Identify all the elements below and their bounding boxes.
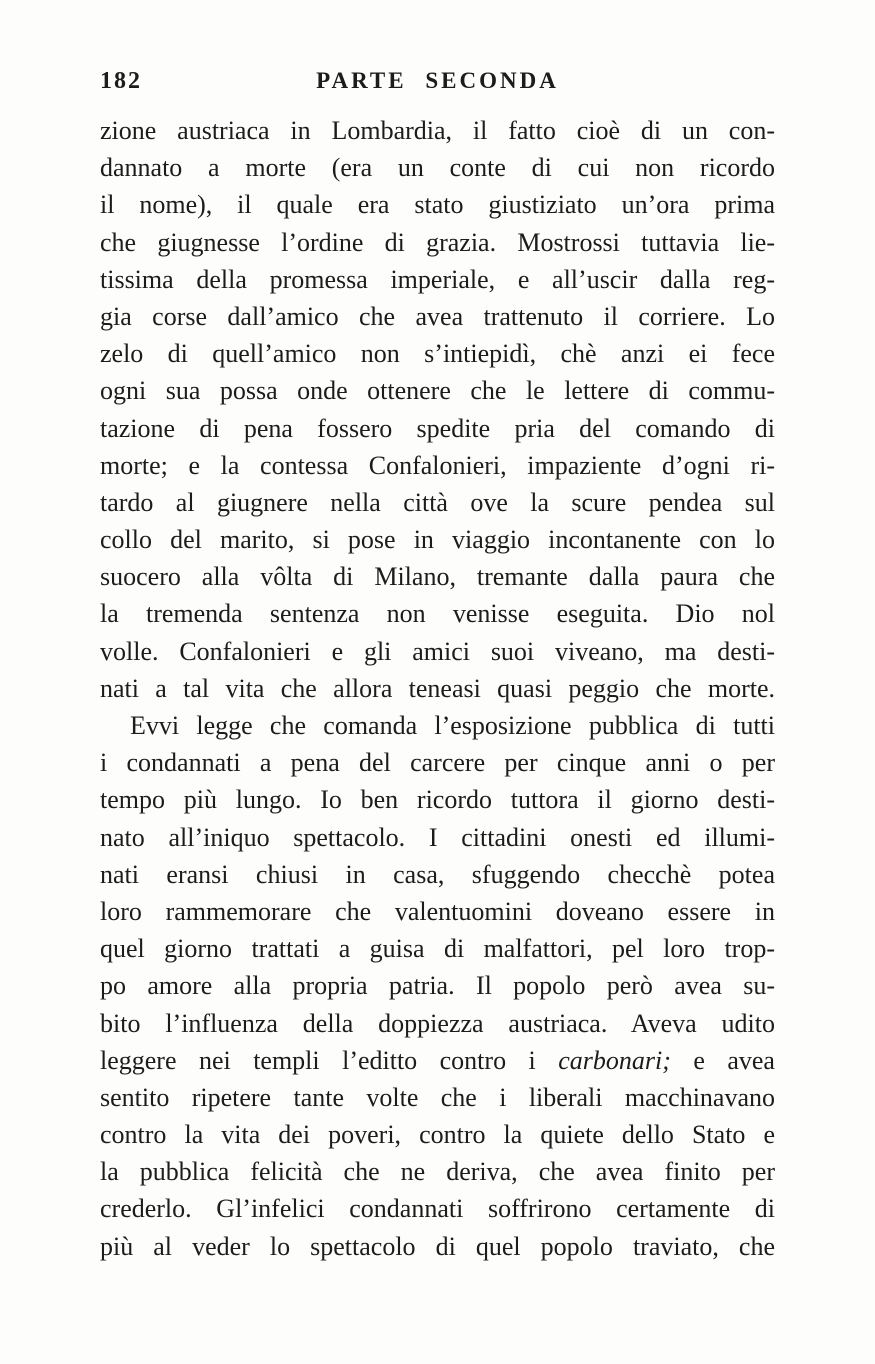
- text-line: nato all’iniquo spettacolo. I cittadini onesti ed illumi-: [100, 822, 775, 852]
- text-line: zelo di quell’amico non s’intiepidì, chè anzi ei fece: [100, 339, 775, 369]
- text-line: più al veder lo spettacolo di quel popolo traviato, che: [100, 1231, 775, 1261]
- text-line: bito l’influenza della doppiezza austriaca. Aveva udito: [100, 1008, 775, 1038]
- text-line: Evvi legge che comanda l’esposizione pubblica di tutti: [130, 711, 775, 740]
- text-line: tissima della promessa imperiale, e all’uscir dalla reg-: [100, 264, 775, 294]
- text-line: po amore alla propria patria. Il popolo però avea su-: [100, 971, 775, 1001]
- text-line: volle. Confalonieri e gli amici suoi viveano, ma desti-: [100, 636, 775, 666]
- text-line: nati eransi chiusi in casa, sfuggendo checchè potea: [100, 859, 775, 889]
- page-header: [100, 68, 775, 102]
- text-line: i condannati a pena del carcere per cinque anni o per: [100, 748, 775, 778]
- text-line: leggere nei templi l’editto contro i carbonari; e avea: [100, 1045, 775, 1075]
- text-line: crederlo. Gl’infelici condannati soffrirono certamente di: [100, 1194, 775, 1224]
- text-line: tardo al giugnere nella città ove la scure pendea sul: [100, 487, 775, 517]
- text-line: morte; e la contessa Confalonieri, impaziente d’ogni ri-: [100, 450, 775, 480]
- text-line: collo del marito, si pose in viaggio incontanente con lo: [100, 525, 775, 555]
- text-line: dannato a morte (era un conte di cui non ricordo: [100, 153, 775, 183]
- text-line: il nome), il quale era stato giustiziato un’ora prima: [100, 190, 775, 220]
- text-line: la pubblica felicità che ne deriva, che avea finito per: [100, 1157, 775, 1187]
- running-head: PARTE SECONDA: [316, 68, 559, 93]
- text-line: loro rammemorare che valentuomini doveano essere in: [100, 896, 775, 926]
- text-line: suocero alla vôlta di Milano, tremante dalla paura che: [100, 562, 775, 592]
- text-line: contro la vita dei poveri, contro la quiete dello Stato e: [100, 1120, 775, 1150]
- text-line: zione austriaca in Lombardia, il fatto cioè di un con-: [100, 116, 775, 145]
- text-line: quel giorno trattati a guisa di malfattori, pel loro trop-: [100, 934, 775, 964]
- text-line: ogni sua possa onde ottenere che le lettere di commu-: [100, 376, 775, 406]
- page-body: [100, 112, 775, 1265]
- text-line: tempo più lungo. Io ben ricordo tuttora il giorno desti-: [100, 785, 775, 815]
- text-line: nati a tal vita che allora teneasi quasi peggio che morte.: [100, 673, 775, 703]
- text-line: che giugnesse l’ordine di grazia. Mostrossi tuttavia lie-: [100, 227, 775, 257]
- text-line: sentito ripetere tante volte che i liberali macchinavano: [100, 1082, 775, 1112]
- text-line: la tremenda sentenza non venisse eseguita. Dio nol: [100, 599, 775, 629]
- page-number: 182: [100, 68, 142, 94]
- text-line: tazione di pena fossero spedite pria del comando di: [100, 413, 775, 443]
- text-line: gia corse dall’amico che avea trattenuto il corriere. Lo: [100, 301, 775, 331]
